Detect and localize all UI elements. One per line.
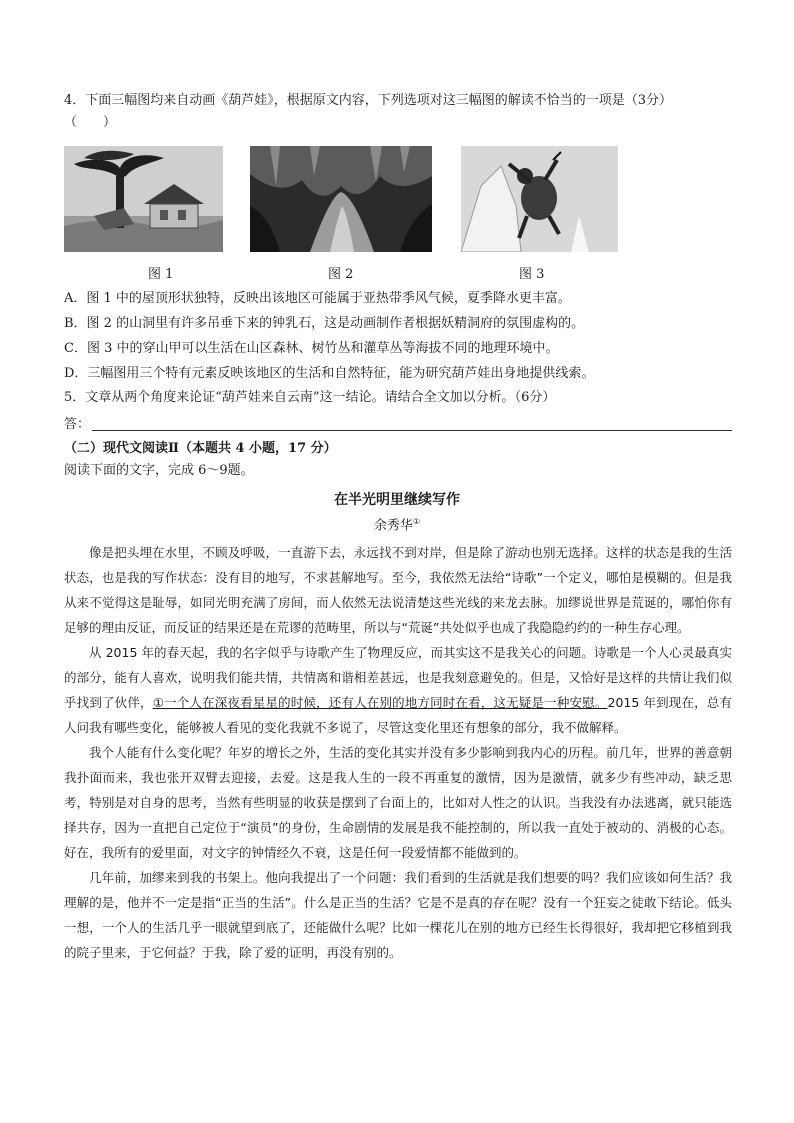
author-footnote-mark: ① — [412, 517, 421, 526]
option-d: D．三幅图用三个特有元素反映该地区的生活和自然特征，能为研究葫芦娃出身地提供线索。 — [64, 366, 595, 381]
answer-rule — [92, 430, 732, 431]
article-paragraph-4: 几年前，加缪来到我的书架上。他向我提出了一个问题：我们看到的生活就是我们想要的吗？我们应该如何生活？我理解的是，他并不一定是指“正当的生活”。什么是正当的生活？它是不是真的存在呢？没有一个狂妄之徒敢下结论。低头一想，一个人的生活几乎一眼就望到底了，还能做什么呢？比如一棵花儿在别的地方已经生长得很好，我却把它移植到我的院子里来，于它何益？于我，除了爱的证明，再没有别的。 — [64, 870, 732, 960]
article-paragraph-3: 我个人能有什么变化呢？年岁的增长之外，生活的变化其实并没有多少影响到我内心的历程。前几年，世界的善意朝我扑面而来，我也张开双臂去迎接，去爱。这是我人生的一段不再重复的激情，因为是激情，就多少有些冲动，缺乏思考，特别是对自身的思考，当然有些明显的收获是摆到了台面上的，比如对人性之的认识。当我没有办法逃离，就只能选择共存，因为一直把自己定位于“演员”的身份，生命剧情的发展是我不能控制的，所以我一直处于被动的、消极的心态。好在，我所有的爱里面，对文字的钟情经久不衰，这是任何一段爱情都不能做到的。 — [64, 745, 732, 860]
option-c: C．图 3 中的穿山甲可以生活在山区森林、树竹丛和灌草丛等海拔不同的地理环境中。 — [64, 341, 559, 356]
article-title: 在半光明里继续写作 — [334, 492, 460, 508]
section-heading: （二）现代文阅读Ⅱ（本题共 4 小题，17 分） — [64, 441, 337, 456]
answer-line[interactable] — [64, 413, 732, 433]
question-5-stem: 5．文章从两个角度来论证“葫芦娃来自云南”这一结论。请结合全文加以分析。（6分） — [64, 390, 556, 405]
author-name: 余秀华 — [373, 518, 413, 534]
section-instruction: 阅读下面的文字，完成 6～9题。 — [64, 463, 254, 478]
figure-2-caption: 图 2 — [328, 267, 354, 282]
paragraph-2-part-2: 2015 年到现在，总有人问我有哪些变化，能够被人看见的变化我就不多说了，尽管这变化里还有想象的部分，我不做解释。 — [64, 695, 732, 735]
figure-3-caption: 图 3 — [519, 267, 545, 282]
figure-1-image — [64, 146, 223, 252]
answer-label: 答： — [64, 417, 91, 432]
article-body — [64, 540, 732, 965]
paragraph-2-part-1: 从 2015 年的春天起，我的名字似乎与诗歌产生了物理反应，而其实这不是我关心的问题。诗歌是一个人心灵最真实的部分，能有人喜欢，说明我们能共情，共情离和谐相差甚远，也是我刻意避免的。但是，又恰好是这样的共情让我们似乎找到了伙伴， — [64, 645, 732, 710]
article-author — [0, 513, 794, 535]
figure-3-image — [461, 146, 618, 252]
figure-1-caption: 图 1 — [148, 267, 174, 282]
figure-2-image — [250, 146, 432, 252]
answer-parentheses: （ ） — [64, 115, 117, 130]
question-4-stem: 4．下面三幅图均来自动画《葫芦娃》，根据原文内容，下列选项对这三幅图的解读不恰当的一项是（3分） — [64, 93, 673, 108]
option-b: B．图 2 的山洞里有许多吊垂下来的钟乳石，这是动画制作者根据妖精洞府的氛围虚构的。 — [64, 316, 585, 331]
underlined-sentence-1: ①一个人在深夜看星星的时候，还有人在别的地方同时在看，这无疑是一种安慰。 — [152, 695, 608, 710]
option-a: A．图 1 中的屋顶形状独特，反映出该地区可能属于亚热带季风气候，夏季降水更丰富。 — [64, 291, 571, 306]
figure-row — [64, 146, 732, 256]
article-paragraph-1: 像是把头埋在水里，不顾及呼吸，一直游下去，永远找不到对岸，但是除了游动也别无选择。这样的状态是我的生活状态，也是我的写作状态：没有目的地写，不求甚解地写。至今，我依然无法给“诗歌”一个定义，哪怕是模糊的。但是我从来不觉得这是耻辱，如同光明充满了房间，而人依然无法说清楚这些光线的来龙去脉。加缪说世界是荒诞的，哪怕你有足够的理由反证，而反证的结果还是在荒谬的范畴里，所以与“荒诞”共处似乎也成了我隐隐约约的一种生存心理。 — [64, 545, 732, 635]
article-paragraph-2 — [64, 640, 732, 740]
